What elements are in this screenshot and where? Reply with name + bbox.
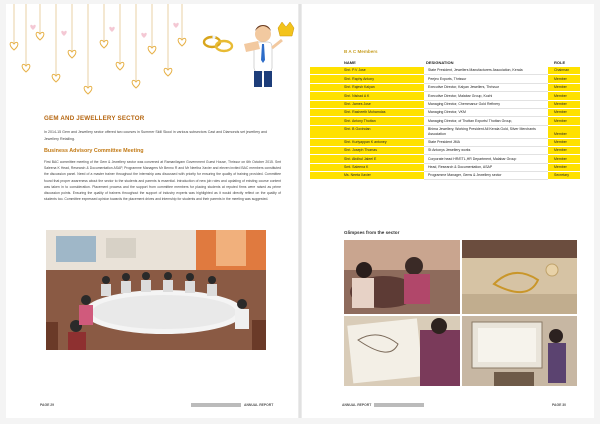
member-name: Shri. Joseph Thomas (310, 146, 424, 154)
member-role: Member (548, 146, 580, 154)
table-row (310, 155, 580, 163)
table-row (310, 75, 580, 83)
table-row (310, 67, 580, 75)
section-title: GEM AND JEWELLERY SECTOR (44, 115, 145, 122)
member-name: Shri. Kuriyappan K antoney (310, 138, 424, 146)
footer-page-number-right: PAGE 30 (552, 403, 567, 407)
member-name: Shri. Antony Thottan (310, 117, 424, 125)
table-row (310, 138, 580, 146)
member-designation: St Antonys Jewellery works (424, 146, 548, 154)
footer-report-label-right: ANNUAL REPORT (342, 403, 372, 407)
sector-glimpses-photo-collage (344, 240, 577, 386)
member-designation: Executive Director, Kalyan Jewellers, Thrissur (424, 83, 548, 91)
member-role: Member (548, 92, 580, 100)
bac-meeting-paragraph: First BAC committee meeting of the Gem & Jewellery sector was convened at Ramanilayam Government Guest House, Thrissur on 6th October 2015. Smt Saleena K Head, Research & Documentation ASAP, Programme Managers Mr Benno R and Mr Neetha Xavier and eleven invited BAC members constituted the discussion panel. Need of a master trainer throughout the internship was discussed with priority for ensuring the quality of training provided. Committee found that proper awareness about the sector to the students and parents is essential. Introduction of new job roles and updating of existing course content was taken in to consideration. Placement process and the support from committee members for placing students at reputed firms were raised as prime discussion points. Ensuring the quality of trainers throughout the support of industry experts was highlighted as it would directly reflect on the quality of students too. Committee expressed opinion towards the placement drives and internship for students and their parents in the meeting was suggested. (44, 160, 281, 202)
footer-page-number-left: PAGE 29 (40, 403, 55, 407)
member-name: Ms. Neeta Xavier (310, 172, 424, 180)
table-row (310, 146, 580, 154)
member-name: Smt. Saleena K (310, 163, 424, 171)
table-row (310, 92, 580, 100)
column-header-designation: DESIGNATION (426, 60, 454, 65)
intro-paragraph: In 2014-15 Gem and Jewellery sector offered two courses in Summer Skill Skool in various subsectors Cast and Diamonds set jewellery and Jewellery Retailing. (44, 130, 268, 141)
glimpses-heading: Glimpses from the sector (344, 230, 400, 235)
footer-report-label-left: ANNUAL REPORT (244, 403, 274, 407)
member-designation: Corporate head HR/ETL,HR Department, Malabar Group (424, 155, 548, 163)
footer-divider-left (191, 403, 241, 407)
member-role: Member (548, 125, 580, 138)
footer-divider-right (374, 403, 424, 407)
member-designation: Managing Director, Chemmanur Gold Refinery (424, 100, 548, 108)
member-designation: State President JMA (424, 138, 548, 146)
member-name: Shri. Nishad A K (310, 92, 424, 100)
bac-members-title: B A C Members (344, 49, 378, 54)
member-role: Member (548, 75, 580, 83)
member-designation: Programme Manager, Gems & Jewellery sector (424, 172, 548, 180)
left-page (6, 4, 300, 418)
member-designation: Head, Research & Documentation, ASAP (424, 163, 548, 171)
member-name: Shri. Rasheeth Mohamdas (310, 108, 424, 116)
bac-meeting-photo (46, 230, 266, 350)
table-header-row (310, 58, 580, 67)
member-designation: Peejeo Exports, Thrissur (424, 75, 548, 83)
member-designation: Bhima Jewellery, Working President All Kerala Gold, Silver Merchants Association (424, 125, 548, 138)
table-row (310, 117, 580, 125)
table-row (310, 163, 580, 171)
member-role: Member (548, 155, 580, 163)
member-designation: State President, Jewellers Manufacturers Association, Kerala (424, 67, 548, 75)
table-row (310, 100, 580, 108)
member-name: Shri. Abdhul Jaleel E (310, 155, 424, 163)
member-role: Member (548, 117, 580, 125)
member-name: Shri. Raphy Antony (310, 75, 424, 83)
annual-report-spread (6, 4, 594, 418)
right-page (300, 4, 594, 418)
member-name: Shri. Rajesh Kalyan (310, 83, 424, 91)
column-header-name: NAME (344, 60, 356, 65)
member-role: Member (548, 100, 580, 108)
jewellery-decoration-illustration (6, 4, 300, 109)
table-row (310, 125, 580, 138)
table-row (310, 83, 580, 91)
member-role: Chairman (548, 67, 580, 75)
member-name: Shri. P.V Jose (310, 67, 424, 75)
table-row (310, 172, 580, 180)
table-row (310, 108, 580, 116)
member-name: Shri. James Jose (310, 100, 424, 108)
bac-members-table (310, 58, 580, 180)
member-designation: Executive Director, Malabar Group, Kozhi (424, 92, 548, 100)
column-header-role: ROLE (554, 60, 566, 65)
member-designation: Managing Director, VKM (424, 108, 548, 116)
member-designation: Managing Director, of Thottan Exports/ Thottan Group, (424, 117, 548, 125)
member-role: Member (548, 83, 580, 91)
member-name: Shri. B Govindan (310, 125, 424, 138)
bac-meeting-heading: Business Advisory Committee Meeting (44, 148, 144, 154)
member-role: Member (548, 163, 580, 171)
member-role: Secretary (548, 172, 580, 180)
member-role: Member (548, 108, 580, 116)
member-role: Member (548, 138, 580, 146)
